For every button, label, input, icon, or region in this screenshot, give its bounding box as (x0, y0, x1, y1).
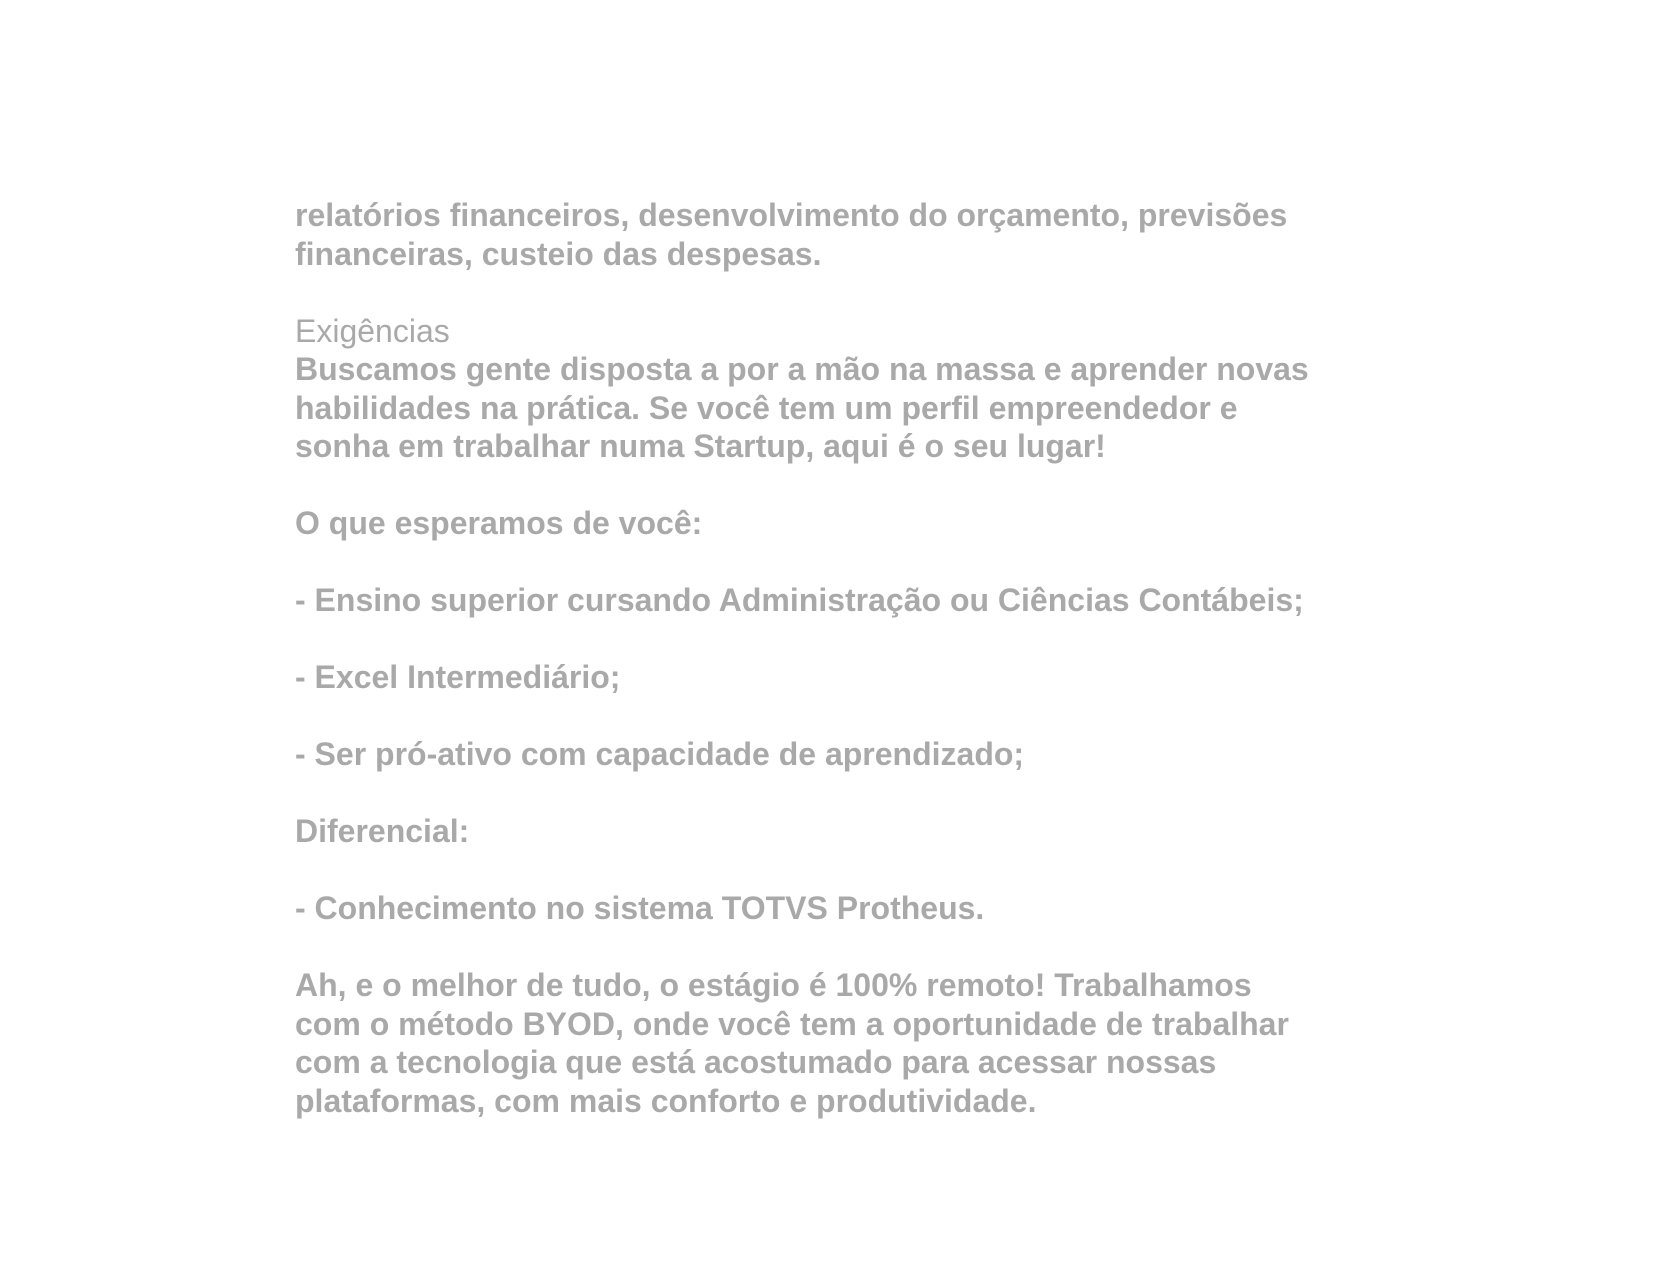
closing-paragraph (295, 966, 1395, 1120)
differential-item: - Conhecimento no sistema TOTVS Protheus. (295, 890, 985, 926)
paragraph-gap (295, 543, 1395, 582)
requirements-line: habilidades na prática. Se você tem um perfil empreendedor e (295, 389, 1238, 426)
requirements-line: sonha em trabalhar numa Startup, aqui é o seu lugar! (295, 428, 1106, 464)
intro-line: financeiras, custeio das despesas. (295, 235, 822, 272)
paragraph-gap (295, 851, 1395, 890)
requirements-heading: Exigências (295, 312, 450, 349)
expectation-item: - Excel Intermediário; (295, 659, 621, 695)
paragraph-gap (295, 697, 1395, 736)
requirements-section (295, 312, 1395, 466)
expectations-heading: O que esperamos de você: (295, 505, 703, 541)
closing-line: plataformas, com mais conforto e produtividade. (295, 1082, 1037, 1119)
closing-line: Ah, e o melhor de tudo, o estágio é 100% remoto! Trabalhamos (295, 967, 1252, 1003)
paragraph-gap (295, 774, 1395, 813)
paragraph-gap (295, 273, 1395, 312)
requirements-line: Buscamos gente disposta a por a mão na massa e aprender novas (295, 351, 1309, 387)
intro-paragraph (295, 196, 1395, 273)
intro-line: relatórios financeiros, desenvolvimento do orçamento, previsões (295, 197, 1288, 233)
expectation-item: - Ser pró-ativo com capacidade de aprendizado; (295, 736, 1025, 772)
closing-line: com a tecnologia que está acostumado para acessar nossas (295, 1044, 1217, 1080)
expectation-item: - Ensino superior cursando Administração ou Ciências Contábeis; (295, 582, 1304, 618)
paragraph-gap (295, 466, 1395, 505)
differential-heading: Diferencial: (295, 813, 470, 849)
paragraph-gap (295, 928, 1395, 967)
paragraph-gap (295, 620, 1395, 659)
document-body (295, 196, 1395, 1120)
closing-line: com o método BYOD, onde você tem a oportunidade de trabalhar (295, 1005, 1289, 1042)
